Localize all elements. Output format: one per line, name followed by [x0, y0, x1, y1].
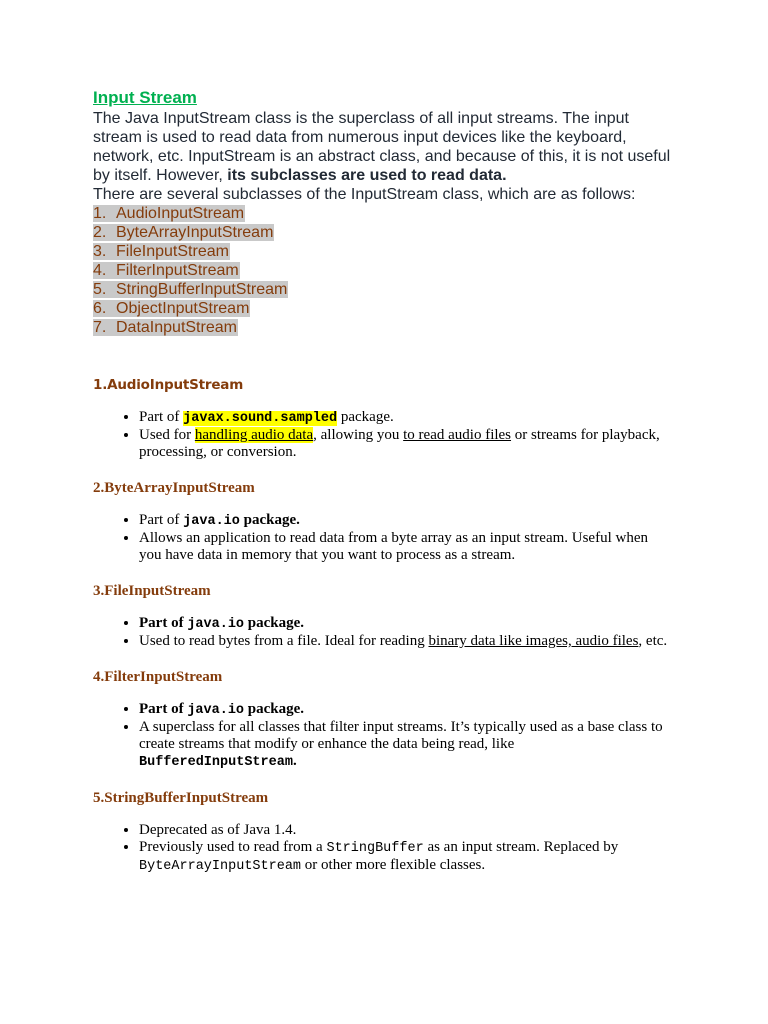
list-item [93, 204, 673, 223]
list-number: 2. [93, 224, 107, 241]
bullet-text: . [292, 753, 297, 769]
bullet-item: • Deprecated as of Java 1.4. [139, 822, 673, 839]
section-heading-bytearrayinputstream: 2.ByteArrayInputStream [93, 480, 255, 496]
list-item [93, 261, 673, 280]
bullet-text: Part of [139, 615, 188, 631]
subclass-list [93, 204, 673, 337]
subclasses-intro: There are several subclasses of the InputStream class, which are as follows: [93, 186, 636, 203]
list-number: 7. [93, 319, 107, 336]
intro-paragraph [93, 109, 673, 185]
section-heading-stringbufferinputstream: 5.StringBufferInputStream [93, 790, 269, 806]
bullet-text: Part of [139, 512, 184, 528]
list-item [93, 318, 673, 337]
list-number: 5. [93, 281, 107, 298]
list-item-highlight [93, 300, 250, 317]
package-code: java.io [183, 514, 240, 529]
bullet-text: as an input stream. Replaced by [423, 839, 619, 855]
list-item [93, 280, 673, 299]
list-number: 6. [93, 300, 107, 317]
document-page [93, 87, 673, 875]
intro-text: The Java InputStream class is the superclass of all input streams. The input stream is used to read data from numerous input devices like the keyboard, network, etc. InputStream is an abstract class, and because of this, it is not useful by itself. However, [93, 110, 671, 184]
bullet-text: package. [337, 409, 394, 425]
list-number: 1. [93, 205, 107, 222]
bullet-text: package. [239, 512, 300, 528]
bullet-item [139, 409, 673, 427]
bullet-text: Part of [139, 701, 188, 717]
section-bullets-fileinputstream [93, 615, 673, 650]
bullet-text: Used for [139, 427, 195, 443]
intro-period: . [502, 167, 507, 184]
bullet-text: , allowing you [313, 427, 404, 443]
bullet-text: or other more flexible classes. [301, 857, 486, 873]
highlighted-text: handling audio data [194, 427, 314, 443]
bullet-item [139, 615, 673, 633]
bullet-item [139, 633, 673, 650]
bullet-text: package. [244, 701, 305, 717]
class-code: StringBuffer [326, 841, 424, 856]
section-heading-filterinputstream: 4.FilterInputStream [93, 669, 223, 685]
section-heading-fileinputstream: 3.FileInputStream [93, 583, 211, 599]
list-label: FilterInputStream [116, 262, 239, 279]
list-label: ByteArrayInputStream [116, 224, 274, 241]
class-code: ByteArrayInputStream [139, 859, 302, 874]
list-item-highlight [93, 281, 288, 298]
bullet-item [139, 701, 673, 719]
list-item-highlight [93, 224, 274, 241]
list-item-highlight [93, 205, 245, 222]
class-code: BufferedInputStream [139, 755, 293, 770]
list-label: FileInputStream [116, 243, 229, 260]
list-item [93, 223, 673, 242]
bullet-text: Part of [139, 409, 184, 425]
list-label: StringBufferInputStream [116, 281, 288, 298]
section-heading-audioinputstream: 1.AudioInputStream [93, 377, 244, 393]
bullet-item [139, 719, 673, 771]
list-item-highlight [93, 319, 238, 336]
section-bullets-audioinputstream [93, 409, 673, 461]
list-number: 4. [93, 262, 107, 279]
section-bullets-bytearrayinputstream [93, 512, 673, 564]
list-item-highlight [93, 262, 240, 279]
bullet-text: Used to read bytes from a file. Ideal for reading [139, 633, 429, 649]
underlined-text: to read audio files [403, 427, 512, 443]
page-title: Input Stream [93, 88, 197, 107]
bullet-text: or streams for playback, processing, or conversion. [139, 427, 660, 460]
package-code: java.io [187, 703, 245, 718]
list-number: 3. [93, 243, 107, 260]
intro-bold-text: its subclasses are used to read data [227, 167, 503, 184]
underlined-text: binary data like images, audio files [428, 633, 639, 649]
section-bullets-filterinputstream [93, 701, 673, 771]
bullet-item [139, 839, 673, 875]
list-item [93, 242, 673, 261]
bullet-text: package. [244, 615, 305, 631]
bullet-text: , etc. [638, 633, 668, 649]
section-bullets-stringbufferinputstream [93, 822, 673, 875]
list-label: ObjectInputStream [116, 300, 250, 317]
list-label: AudioInputStream [116, 205, 245, 222]
bullet-item [139, 427, 673, 461]
list-item-highlight [93, 243, 230, 260]
list-item [93, 299, 673, 318]
list-label: DataInputStream [116, 319, 237, 336]
bullet-text: A superclass for all classes that filter input streams. It’s typically used as a base class to create streams that modify or enhance the data being read, like [139, 719, 663, 752]
package-code: java.io [187, 617, 245, 632]
bullet-text: Previously used to read from a [139, 839, 327, 855]
bullet-item: • Allows an application to read data from a byte array as an input stream. Useful when you have data in memory that you want to process as a stream. [139, 530, 673, 564]
package-code: javax.sound.sampled [183, 411, 338, 426]
bullet-item [139, 512, 673, 530]
